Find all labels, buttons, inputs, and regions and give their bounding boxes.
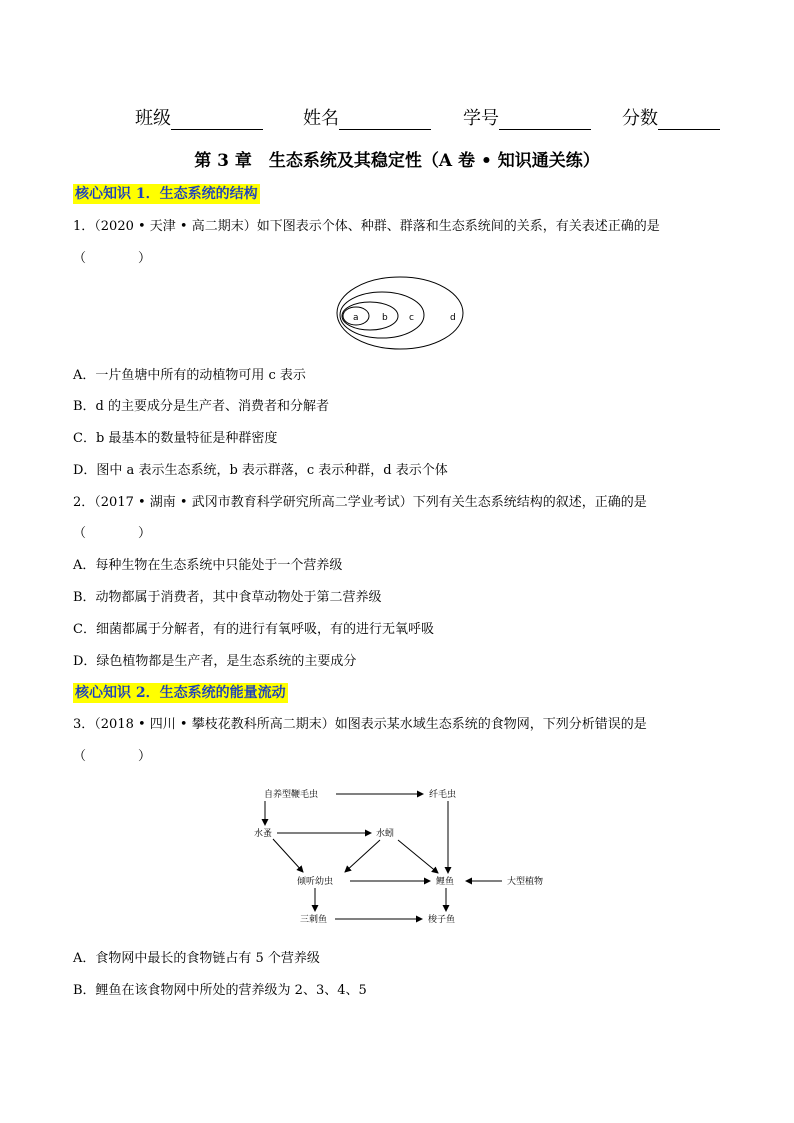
page-title: 第 3 章 生态系统及其稳定性（A 卷 • 知识通关练） xyxy=(194,151,600,171)
ellipse-b xyxy=(342,302,398,330)
node-water-flea: 水蚤 xyxy=(254,829,273,839)
option-a: A．食物网中最长的食物链占有 5 个营养级 xyxy=(73,951,320,966)
label-c: c xyxy=(409,313,414,323)
food-web-diagram xyxy=(240,780,570,930)
option-c: C．b 最基本的数量特征是种群密度 xyxy=(73,431,278,446)
section-heading: 核心知识 1．生态系统的结构 xyxy=(75,186,258,202)
node-water-earthworm: 水蚓 xyxy=(376,829,395,839)
option-b: B．鲤鱼在该食物网中所处的营养级为 2、3、4、5 xyxy=(73,983,367,998)
question-stem: 3．（2018 • 四川 • 攀枝花教科所高二期末）如图表示某水域生态系统的食物网，下列分析错误的是 xyxy=(73,717,647,732)
name-blank xyxy=(339,111,431,130)
score-field: 分数 xyxy=(622,104,720,130)
arrow-earthworm-carp xyxy=(398,840,438,873)
id-blank xyxy=(499,111,591,130)
class-field: 班级 xyxy=(135,104,263,130)
answer-blank: （ ） xyxy=(73,526,152,541)
question-stem: 1．（2020 • 天津 • 高二期末）如下图表示个体、种群、群落和生态系统间的关系，有关表述正确的是 xyxy=(73,219,660,234)
option-a: A．每种生物在生态系统中只能处于一个营养级 xyxy=(73,558,343,573)
node-autotrophic-flagellate: 自养型鞭毛虫 xyxy=(264,790,319,800)
answer-blank: （ ） xyxy=(73,749,152,764)
arrow-waterflea-larva xyxy=(273,839,303,872)
option-b: B．动物都属于消费者，其中食草动物处于第二营养级 xyxy=(73,590,382,605)
node-stickleback: 三刺鱼 xyxy=(300,915,328,925)
node-pike: 梭子鱼 xyxy=(428,915,456,925)
name-field: 姓名 xyxy=(303,104,431,130)
class-blank xyxy=(171,111,263,130)
node-ciliate: 纤毛虫 xyxy=(429,790,457,800)
node-large-plant: 大型植物 xyxy=(507,877,544,887)
section-heading: 核心知识 2．生态系统的能量流动 xyxy=(75,685,286,701)
option-a: A．一片鱼塘中所有的动植物可用 c 表示 xyxy=(73,368,306,383)
option-b: B．d 的主要成分是生产者、消费者和分解者 xyxy=(73,399,330,414)
arrow-earthworm-larva xyxy=(345,840,380,872)
option-c: C．细菌都属于分解者，有的进行有氧呼吸，有的进行无氧呼吸 xyxy=(73,622,434,637)
answer-blank: （ ） xyxy=(73,251,152,266)
node-larva: 倾听幼虫 xyxy=(297,877,334,887)
score-blank xyxy=(658,111,720,130)
option-d: D．绿色植物都是生产者，是生态系统的主要成分 xyxy=(73,654,357,669)
label-b: b xyxy=(382,313,388,323)
question-stem: 2．（2017 • 湖南 • 武冈市教育科学研究所高二学业考试）下列有关生态系统结构的叙述，正确的是 xyxy=(73,495,647,510)
label-d: d xyxy=(450,313,456,323)
id-field: 学号 xyxy=(463,104,591,130)
label-a: a xyxy=(353,313,359,323)
option-d: D．图中 a 表示生态系统，b 表示群落，c 表示种群，d 表示个体 xyxy=(73,463,448,478)
nested-ellipse-diagram xyxy=(335,275,465,351)
node-carp: 鲤鱼 xyxy=(436,877,455,887)
